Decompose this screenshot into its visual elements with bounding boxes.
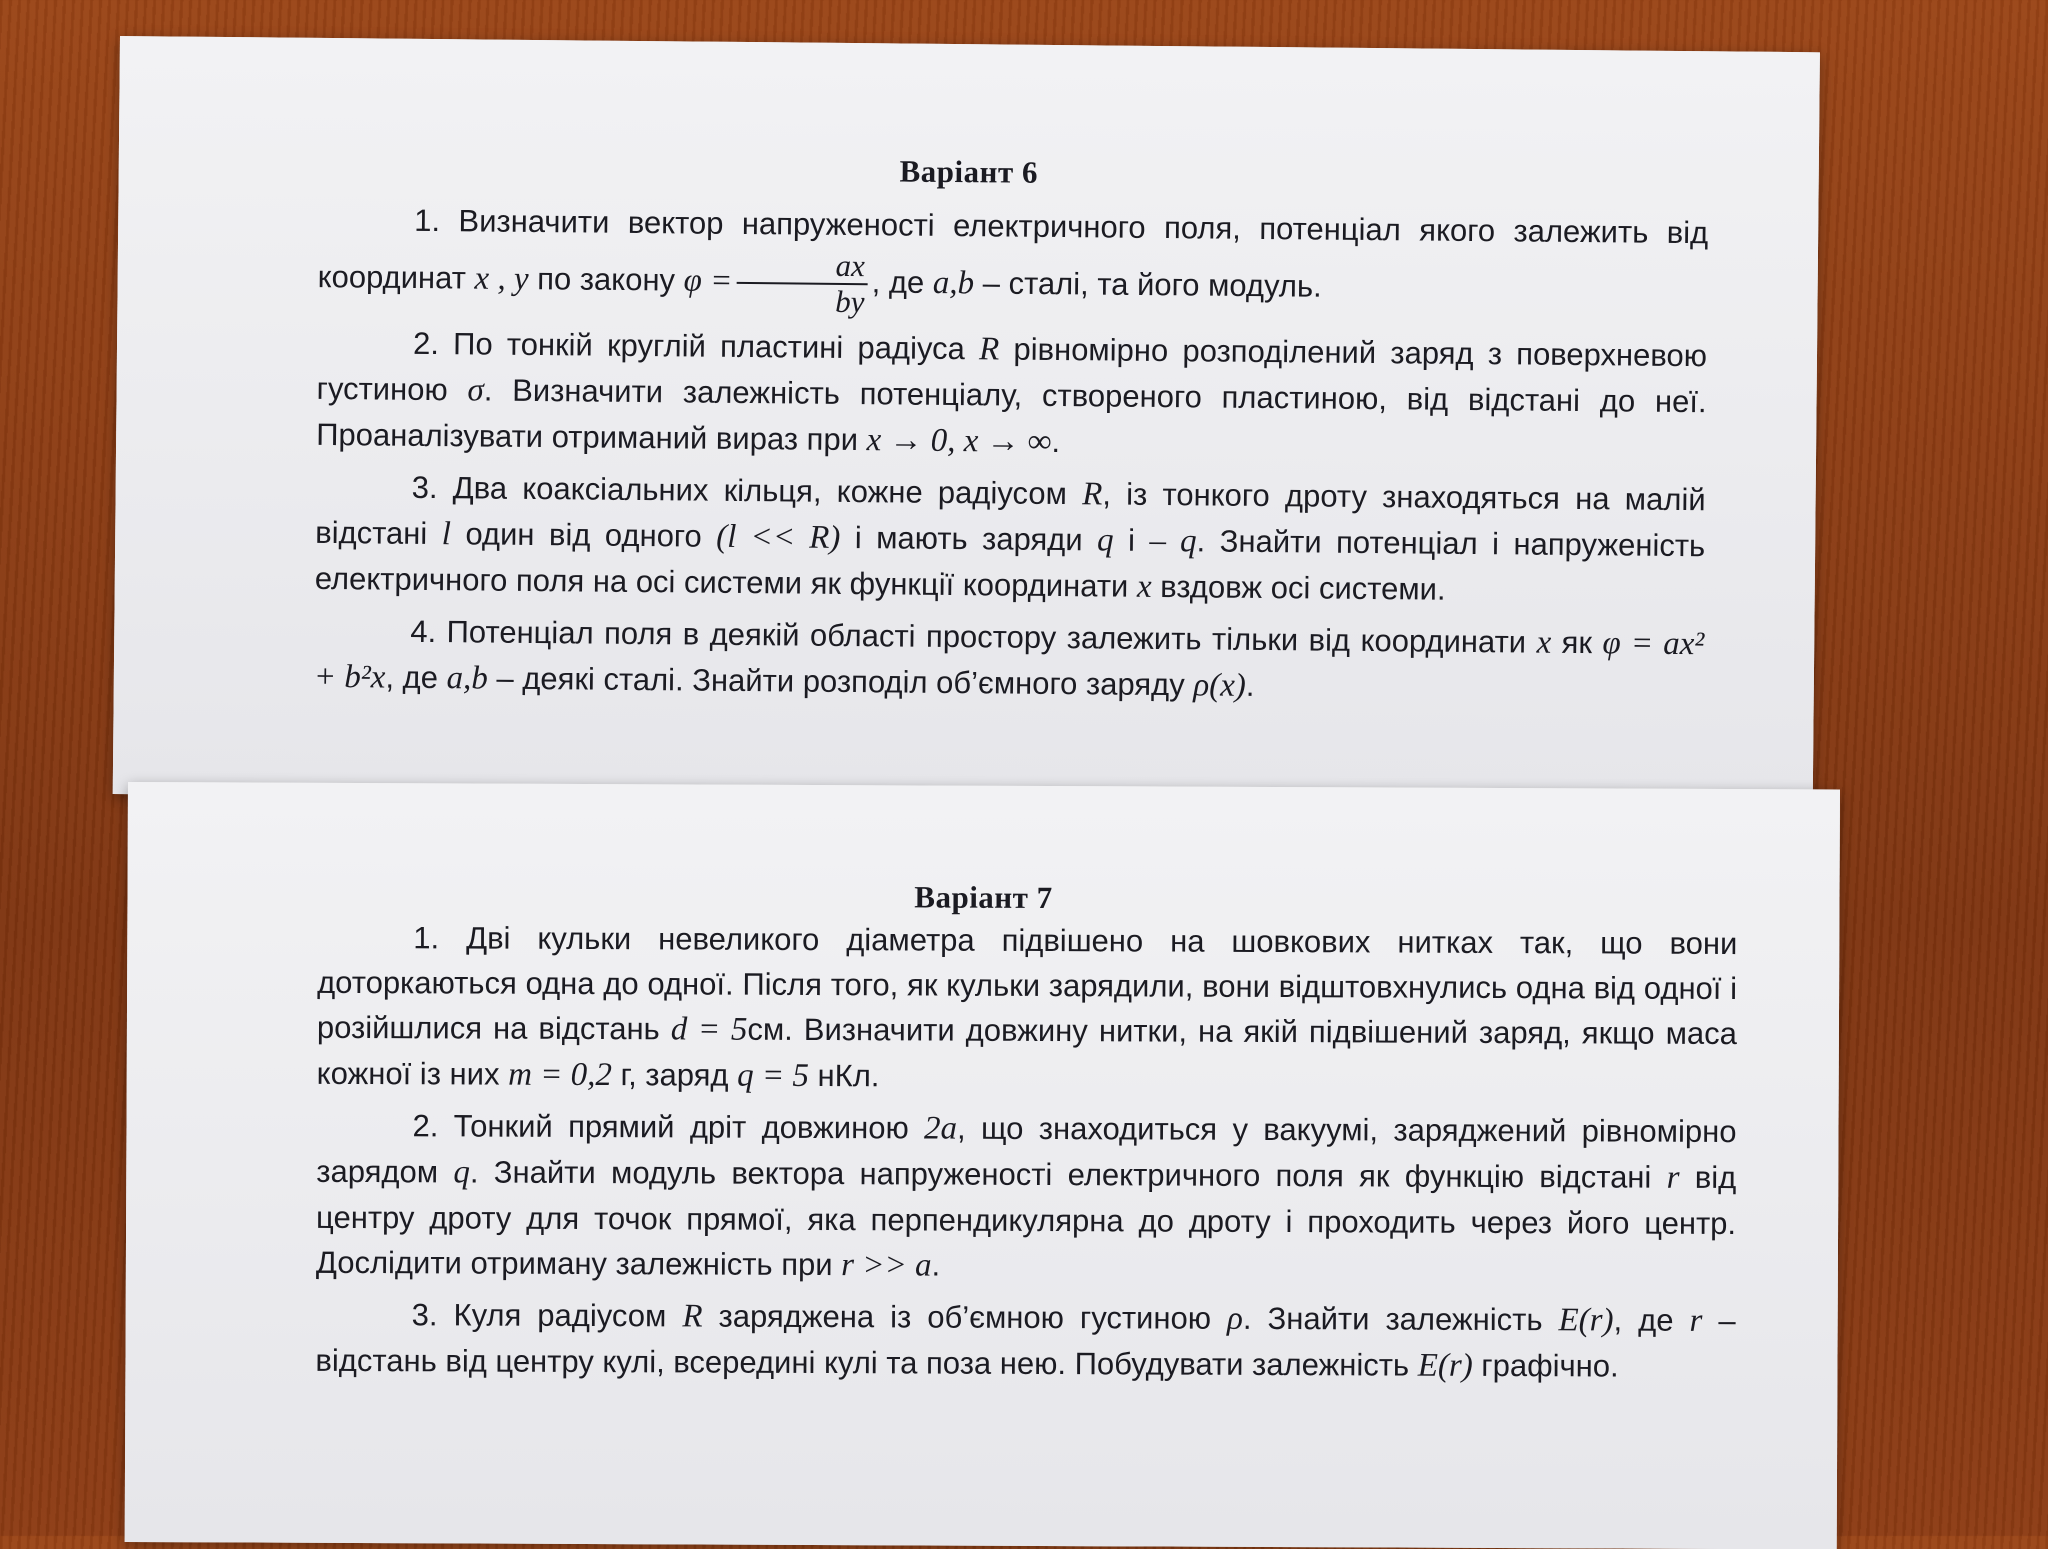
- v7p2-text-4: від центру дроту для точок прямої, яка перпендикулярна до дроту і проходить через його центр. Дослідити отриману залежність при: [315, 1159, 1737, 1283]
- v6p1-fraction: [736, 248, 868, 319]
- v6p4-consts: a,b: [446, 660, 489, 697]
- variant-6-problems: [314, 196, 1709, 719]
- v6p1-tail-2: – сталі, та його модуль.: [973, 265, 1322, 304]
- v6p2-limits: x → 0, x → ∞: [866, 422, 1052, 460]
- variant-6-problem-2: [316, 320, 1707, 471]
- v6p1-mid: по закону: [528, 261, 684, 298]
- v6p2-R: R: [978, 331, 1000, 368]
- variant-6-problem-1: [317, 196, 1708, 327]
- v7p1-text-2: . Визначити довжину нитки, на якій підвішений заряд, якщо маса кожної із них: [316, 1011, 1737, 1092]
- v7p1-q: q = 5: [737, 1057, 810, 1094]
- v7p2-q: q: [453, 1154, 470, 1191]
- v7p2-cond: r >> a: [841, 1247, 932, 1284]
- v7p1-d: d = 5: [670, 1011, 748, 1048]
- v6p1-frac-num: ax: [736, 248, 868, 285]
- v7p2-text-5: .: [931, 1247, 941, 1283]
- variant-6-problem-4: [314, 608, 1705, 713]
- v7p3-text-5: – відстань від центру кулі, всередині кулі та поза нею. Побудувати залежність: [315, 1302, 1736, 1383]
- variant-6-problem-3: [315, 464, 1706, 615]
- v6p2-text-4: .: [1051, 423, 1061, 460]
- v7p3-r: r: [1689, 1302, 1703, 1339]
- v6p1-consts: a,b: [932, 265, 975, 302]
- variant-7-problem-3: [315, 1292, 1735, 1390]
- variant-7-title: Варіант 7: [914, 879, 1053, 916]
- v7p2-text-3: . Знайти модуль вектора напруженості електричного поля як функцію відстані: [469, 1154, 1667, 1195]
- v7p3-E: E(r): [1558, 1302, 1614, 1339]
- v6p2-sigma: σ: [467, 372, 484, 409]
- v6p3-text-1: 3. Два коаксіальних кільця, кожне радіусом: [411, 469, 1083, 512]
- v7p3-text-1: 3. Куля радіусом: [411, 1297, 683, 1334]
- v6p1-phi: φ =: [683, 262, 733, 300]
- v7p3-E2: E(r): [1417, 1347, 1473, 1384]
- v6p4-text-1: 4. Потенціал поля в деякій області простору залежить тільки від координати: [410, 613, 1537, 660]
- v6p3-cond: (l << R): [716, 518, 841, 556]
- v6p2-text-2: рівномірно розподілений заряд з поверхневою густиною: [316, 331, 1708, 408]
- v7p1-m-unit: г: [611, 1057, 629, 1093]
- variant-7-sheet: [125, 782, 1840, 1549]
- variant-6-sheet: [113, 36, 1820, 810]
- v7p1-text-4: .: [870, 1058, 880, 1094]
- v6p4-text-5: .: [1245, 667, 1255, 703]
- v6p3-text-3: один від одного: [450, 516, 717, 554]
- v7p1-text-3: , заряд: [628, 1057, 738, 1093]
- v6p3-q: q: [1096, 522, 1114, 559]
- v6p1-frac-den: by: [835, 283, 865, 320]
- v6p3-text-5: і: [1113, 522, 1150, 558]
- v6p4-text-2: як: [1551, 624, 1603, 661]
- v6p3-text-2: , із тонкого дроту знаходяться на малій відстані: [315, 476, 1706, 552]
- v7p2-text-2: , що знаходиться у вакуумі, заряджений рівномірно зарядом: [316, 1110, 1737, 1190]
- v7p3-R: R: [682, 1298, 703, 1335]
- variant-6-title: Варіант 6: [899, 153, 1039, 190]
- v7p3-text-4: , де: [1613, 1302, 1690, 1338]
- v7p2-text-1: 2. Тонкий прямий дріт довжиною: [412, 1108, 925, 1146]
- variant-7-problems: [315, 915, 1737, 1396]
- v6p3-l: l: [441, 516, 452, 553]
- v6p1-lead: 1. Визначити вектор напруженості електричного поля, потенціал якого залежить від координат: [317, 202, 1709, 296]
- v6p3-R: R: [1081, 476, 1103, 513]
- v7p3-text-3: . Знайти залежність: [1242, 1300, 1559, 1338]
- variant-7-problem-2: [316, 1103, 1737, 1292]
- v7p1-d-unit: см: [747, 1011, 785, 1047]
- v6p1-coords: x , y: [474, 260, 529, 298]
- v7p2-len: 2a: [924, 1110, 958, 1147]
- v6p4-text-4: – деякі сталі. Знайти розподіл об’ємного заряду: [487, 660, 1194, 703]
- v7p3-text-6: графічно.: [1472, 1347, 1619, 1384]
- v7p3-rho: ρ: [1226, 1300, 1243, 1337]
- v7p3-text-2: заряджена із об’ємною густиною: [702, 1298, 1228, 1336]
- v7p1-m: m = 0,2: [508, 1056, 613, 1094]
- v6p4-text-3: , де: [385, 659, 447, 696]
- v6p4-rho: ρ(x): [1193, 667, 1246, 704]
- v6p3-x: x: [1136, 568, 1152, 605]
- v6p1-tail-1: , де: [871, 264, 934, 301]
- variant-7-problem-1: [317, 915, 1738, 1103]
- v6p4-x: x: [1536, 624, 1552, 661]
- v7p1-q-unit: нКл: [808, 1057, 871, 1094]
- v6p3-text-7: вздовж осі системи.: [1151, 568, 1446, 607]
- v6p2-text-1: 2. По тонкій круглій пластині радіуса: [412, 325, 980, 367]
- v6p3-text-4: і мають заряди: [840, 519, 1098, 558]
- v6p3-text-6: . Знайти потенціал і напруженість електричного поля на осі системи як функції координати: [314, 523, 1706, 604]
- v6p2-text-3: . Визначити залежність потенціалу, створеного пластиною, від відстані до неї. Проаналізувати отриманий вираз при: [316, 372, 1707, 458]
- v7p2-r: r: [1666, 1159, 1680, 1196]
- v6p3-minus-q: – q: [1149, 522, 1197, 560]
- v6p4-formula: φ = ax² + b²x: [313, 625, 1705, 696]
- v7p1-text-1: 1. Дві кульки невеликого діаметра підвішено на шовкових нитках так, що вони доторкаються одна до одної. Після того, як кульки зарядили, вони відштовхнулись одна від одної і розійшлися на відстань: [316, 920, 1738, 1047]
